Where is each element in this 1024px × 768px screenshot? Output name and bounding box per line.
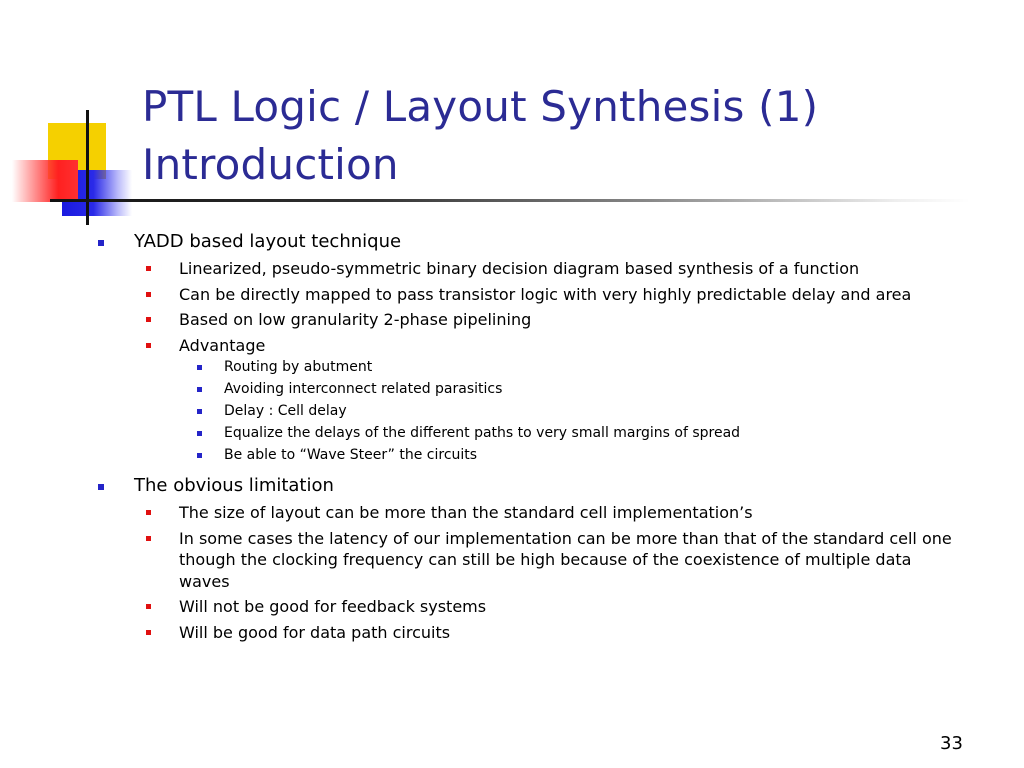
square-bullet-icon xyxy=(146,292,151,297)
bullet-text: Routing by abutment xyxy=(224,359,373,375)
square-bullet-icon xyxy=(146,536,151,541)
slide-title-line1: PTL Logic / Layout Synthesis (1) xyxy=(142,82,819,131)
slide-content xyxy=(96,228,956,643)
bullet-text: Can be directly mapped to pass transistor logic with very highly predictable delay and area xyxy=(179,284,912,304)
bullet-text: Will not be good for feedback systems xyxy=(179,597,487,616)
square-bullet-icon xyxy=(146,317,151,322)
square-bullet-icon xyxy=(146,630,151,635)
bullet-l3 xyxy=(96,423,956,444)
slide-title xyxy=(142,78,818,194)
square-bullet-icon xyxy=(197,453,202,458)
page-number: 33 xyxy=(940,733,963,754)
square-bullet-icon xyxy=(197,409,202,414)
decor-vertical-line xyxy=(86,110,89,225)
bullet-l2 xyxy=(96,284,956,306)
bullet-l3 xyxy=(96,401,956,422)
bullet-text: Delay : Cell delay xyxy=(224,403,347,419)
bullet-l2 xyxy=(96,622,956,644)
square-bullet-icon xyxy=(146,510,151,515)
bullet-l1 xyxy=(96,230,956,254)
bullet-l2 xyxy=(96,528,956,593)
bullet-l2 xyxy=(96,502,956,524)
square-bullet-icon xyxy=(98,484,104,490)
bullet-l3 xyxy=(96,379,956,400)
bullet-text: Equalize the delays of the different paths to very small margins of spread xyxy=(224,425,741,441)
bullet-l3 xyxy=(96,445,956,466)
square-bullet-icon xyxy=(98,240,104,246)
square-bullet-icon xyxy=(197,387,202,392)
bullet-l2 xyxy=(96,596,956,618)
square-bullet-icon xyxy=(146,343,151,348)
square-bullet-icon xyxy=(197,431,202,436)
bullet-text: Will be good for data path circuits xyxy=(179,622,451,642)
title-underline xyxy=(50,199,970,202)
bullet-text: Linearized, pseudo-symmetric binary decision diagram based synthesis of a function xyxy=(179,259,860,278)
square-bullet-icon xyxy=(197,365,202,370)
square-bullet-icon xyxy=(146,604,151,609)
bullet-text: Based on low granularity 2-phase pipelining xyxy=(179,310,532,329)
bullet-l3 xyxy=(96,357,956,378)
bullet-text: Be able to “Wave Steer” the circuits xyxy=(224,447,478,463)
bullet-text: The size of layout can be more than the standard cell implementation’s xyxy=(179,503,753,522)
bullet-l2 xyxy=(96,335,956,357)
bullet-l2 xyxy=(96,309,956,331)
decor-red-square xyxy=(12,160,78,202)
bullet-l1 xyxy=(96,474,956,498)
bullet-text: In some cases the latency of our implementation can be more than that of the standard cell one though the clocking frequency can still be high because of the coexistence of multiple data waves xyxy=(179,528,952,591)
bullet-text: YADD based layout technique xyxy=(134,231,402,252)
slide-title-line2: Introduction xyxy=(142,140,399,189)
bullet-l2 xyxy=(96,258,956,280)
square-bullet-icon xyxy=(146,266,151,271)
bullet-text: Avoiding interconnect related parasitics xyxy=(224,381,503,397)
bullet-text: The obvious limitation xyxy=(134,475,334,496)
bullet-text: Advantage xyxy=(179,335,266,355)
